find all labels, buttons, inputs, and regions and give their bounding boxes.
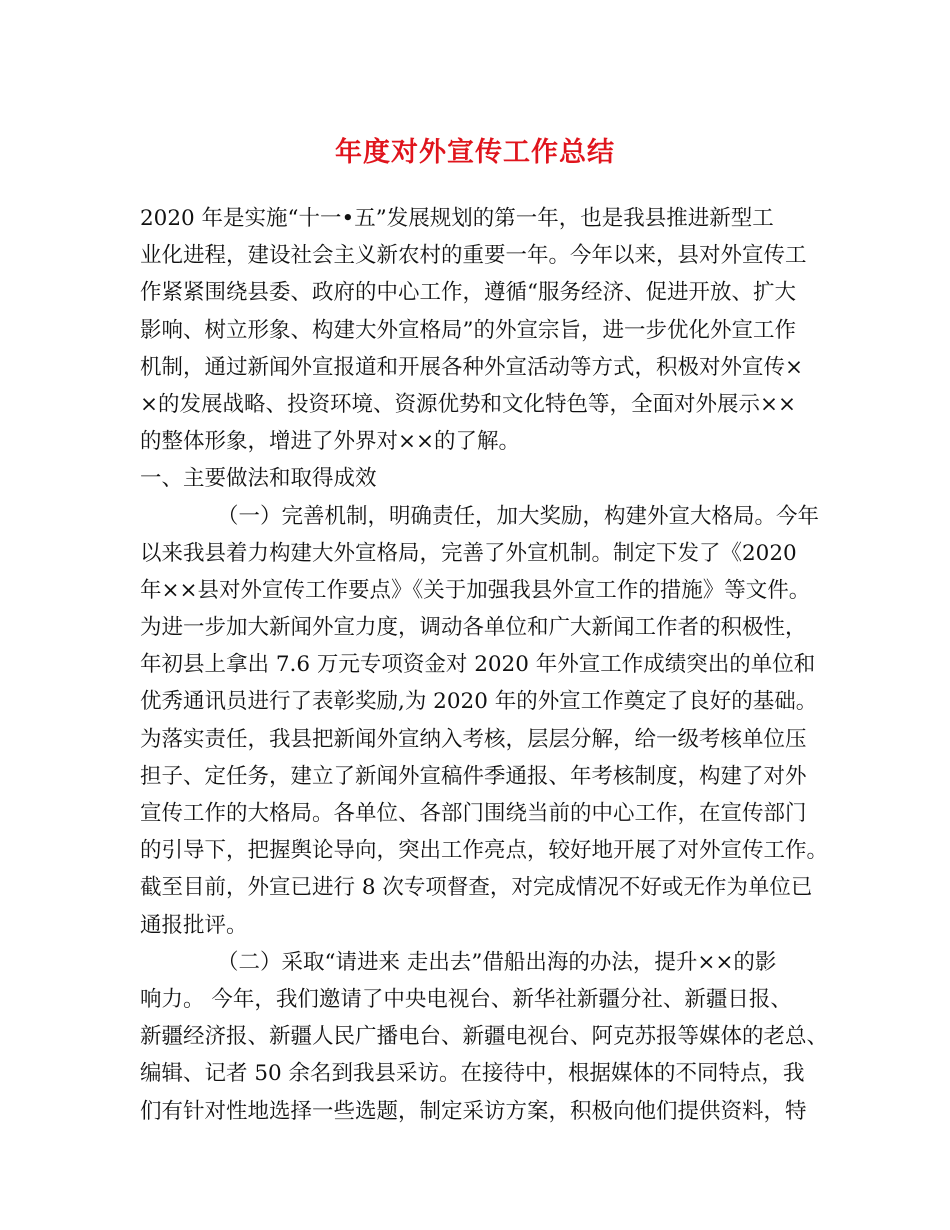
paragraph-line: 年××县对外宣传工作要点》《关于加强我县外宣工作的措施》等文件。 xyxy=(140,577,811,603)
document-title: 年度对外宣传工作总结 xyxy=(335,137,615,168)
paragraph-line: 为落实责任，我县把新闻外宣纳入考核，层层分解，给一级考核单位压 xyxy=(140,726,807,752)
paragraph-line: 们有针对性地选择一些选题，制定采访方案，积极向他们提供资料，特 xyxy=(140,1098,807,1124)
paragraph-line: 截至目前，外宣已进行 8 次专项督查，对完成情况不好或无作为单位已 xyxy=(140,875,813,901)
paragraph-line: 2020 年是实施“十一•五”发展规划的第一年，也是我县推进新型工 xyxy=(140,206,774,231)
paragraph-line: 的整体形象，增进了外界对××的了解。 xyxy=(140,429,521,455)
paragraph-line: 宣传工作的大格局。各单位、各部门围绕当前的中心工作，在宣传部门 xyxy=(140,801,807,826)
paragraph-line: 机制，通过新闻外宣报道和开展各种外宣活动等方式，积极对外宣传× xyxy=(140,354,804,380)
paragraph-line: 业化进程，建设社会主义新农村的重要一年。今年以来，县对外宣传工 xyxy=(140,243,807,269)
paragraph-line: 优秀通讯员进行了表彰奖励,为 2020 年的外宣工作奠定了良好的基础。 xyxy=(140,689,818,715)
paragraph-line: 为进一步加大新闻外宣力度，调动各单位和广大新闻工作者的积极性， xyxy=(140,615,807,641)
paragraph-line: 作紧紧围绕县委、政府的中心工作，遵循“服务经济、促进开放、扩大 xyxy=(140,280,796,306)
paragraph-line: ×的发展战略、投资环境、资源优势和文化特色等，全面对外展示×× xyxy=(140,391,797,417)
section-heading: 一、主要做法和取得成效 xyxy=(140,466,377,492)
subsection-heading-line: （二）采取“请进来 走出去”借船出海的办法，提升××的影 xyxy=(217,949,777,975)
paragraph-line: 通报批评。 xyxy=(140,912,248,938)
paragraph-line: 新疆经济报、新疆人民广播电台、新疆电视台、阿克苏报等媒体的老总、 xyxy=(140,1024,829,1050)
paragraph-line: 响力。 今年，我们邀请了中央电视台、新华社新疆分社、新疆日报、 xyxy=(140,986,792,1012)
subsection-heading-line: （一）完善机制，明确责任，加大奖励，构建外宣大格局。今年 xyxy=(217,503,820,529)
paragraph-line: 担子、定任务，建立了新闻外宣稿件季通报、年考核制度，构建了对外 xyxy=(140,763,807,789)
document-body xyxy=(140,200,830,1130)
paragraph-line: 以来我县着力构建大外宣格局，完善了外宣机制。制定下发了《2020 xyxy=(140,540,797,566)
paragraph-line: 的引导下，把握舆论导向，突出工作亮点，较好地开展了对外宣传工作。 xyxy=(140,838,829,864)
paragraph-line: 编辑、记者 50 余名到我县采访。在接待中，根据媒体的不同特点，我 xyxy=(140,1061,805,1087)
paragraph-line: 影响、树立形象、构建大外宣格局”的外宣宗旨，进一步优化外宣工作 xyxy=(140,317,796,343)
paragraph-line: 年初县上拿出 7.6 万元专项资金对 2020 年外宣工作成绩突出的单位和 xyxy=(140,652,816,678)
